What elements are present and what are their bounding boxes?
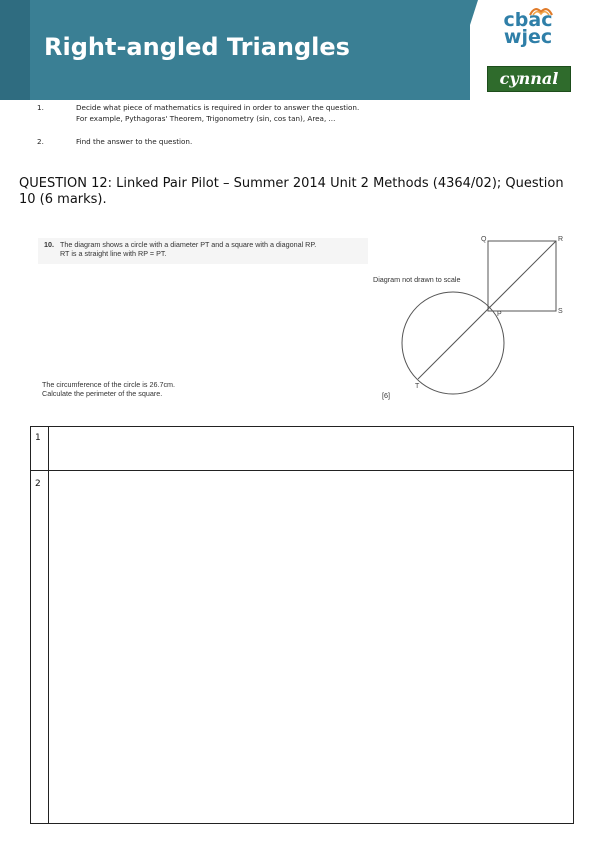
marks-text: [6] <box>382 391 390 400</box>
circle-square-diagram <box>400 232 580 397</box>
row-number: 1 <box>35 433 41 443</box>
page-title: Right-angled Triangles <box>44 33 350 61</box>
exam-question-line: The diagram shows a circle with a diameter PT and a square with a diagonal RP. <box>60 240 317 249</box>
diagonal-line <box>418 241 556 379</box>
cbac-logo-text: cbac <box>503 9 553 31</box>
label-t: T <box>415 383 420 390</box>
wjec-logo-text: wjec <box>503 26 553 48</box>
task-text: Calculate the perimeter of the square. <box>42 389 163 398</box>
cynnal-logo: cynnal <box>487 66 571 92</box>
answer-cell-1[interactable] <box>51 429 571 468</box>
label-s: S <box>558 308 563 315</box>
instruction-line: For example, Pythagoras' Theorem, Trigonometry (sin, cos tan), Area, ... <box>76 114 336 123</box>
label-q: Q <box>481 236 487 243</box>
instruction-line: Decide what piece of mathematics is required in order to answer the question. <box>76 103 360 112</box>
question-heading: QUESTION 12: Linked Pair Pilot – Summer 2014 Unit 2 Methods (4364/02); Question 10 (6 marks). <box>19 176 564 207</box>
diagram-note: Diagram not drawn to scale <box>373 275 461 284</box>
answer-cell-2[interactable] <box>51 473 571 821</box>
table-column-divider <box>48 426 49 824</box>
label-p: P <box>497 311 502 318</box>
circumference-text: The circumference of the circle is 26.7cm. <box>42 380 176 389</box>
label-r: R <box>558 236 564 243</box>
instruction-number: 2. <box>37 137 44 146</box>
header-banner-edge <box>0 0 30 100</box>
cbac-wjec-logo <box>498 9 558 48</box>
circle-shape <box>402 292 504 394</box>
instruction-number: 1. <box>37 103 44 112</box>
instruction-line: Find the answer to the question. <box>76 137 193 146</box>
banner-slant <box>418 0 478 100</box>
exam-question-line: RT is a straight line with RP = PT. <box>60 249 167 258</box>
row-number: 2 <box>35 479 41 489</box>
exam-question-number: 10. <box>44 240 54 249</box>
table-row-divider <box>30 470 574 471</box>
